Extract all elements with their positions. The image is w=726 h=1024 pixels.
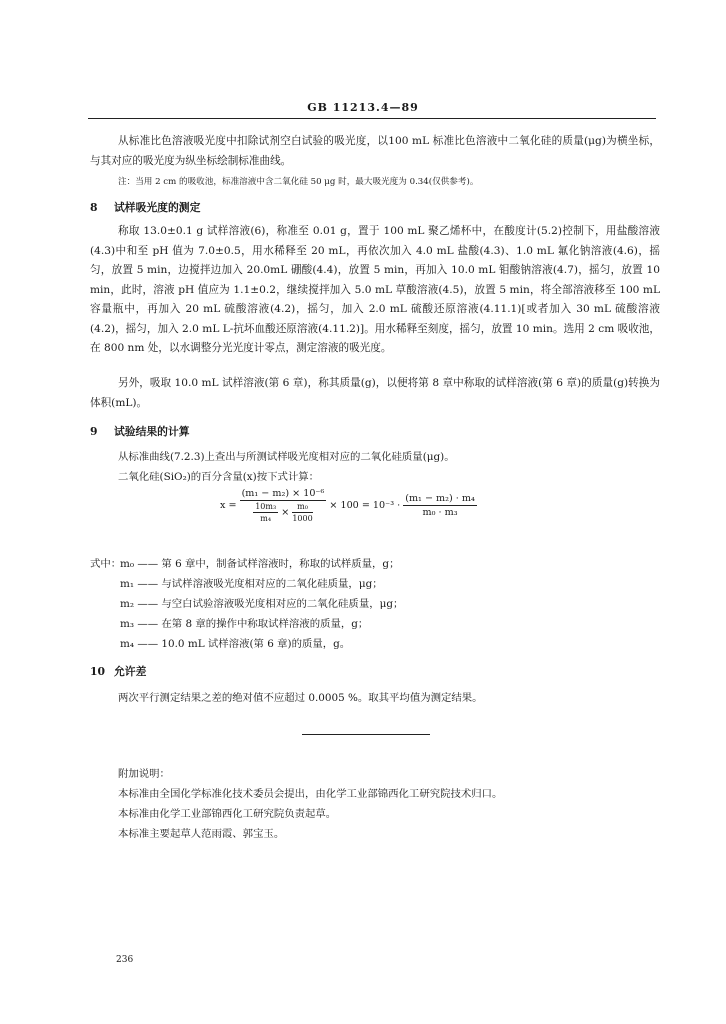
formula [220, 488, 530, 532]
appendix-line-2: 本标准由化学工业部锦西化工研究院负责起草。 [118, 808, 337, 820]
section-8-paragraph-1: 称取 13.0±0.1 g 试样溶液(6)，称准至 0.01 g，置于 100 mL 聚乙烯杯中，在酸度计(5.2)控制下，用盐酸溶液(4.3)中和至 pH 值为 7.0±0.5，用水稀释至 20 mL，再依次加入 4.0 mL 盐酸(4.3)、1.0 mL 氟化钠溶液(4.6)，摇匀，放置 5 min，边搅拌边加入 20.0mL 硼酸(4.4)，放置 5 min，再加入 10.0 mL 钼酸钠溶液(4.7)，摇匀，放置 10 min，此时，溶液 pH 值应为 1.1±0.2，继续搅拌加入 5.0 mL 草酸溶液(4.5)，放置 5 min，将全部溶液移至 100 mL 容量瓶中，再加入 20 mL 硫酸溶液(4.2)，摇匀，加入 2.0 mL 硫酸还原溶液(4.11.1)[或者加入 30 mL 硫酸溶液(4.2)，摇匀，加入 2.0 mL L-抗坏血酸还原溶液(4.11.2)]。用水稀释至刻度，摇匀，放置 10 min。选用 2 cm 吸收池，在 800 nm 处，以水调整分光光度计零点，测定溶液的吸光度。 [90, 225, 660, 354]
section-8-number: 8 [90, 201, 98, 214]
section-10-title: 允许差 [114, 665, 147, 678]
intro-note: 注：当用 2 cm 的吸收池，标准溶液中含二氧化硅 50 μg 时，最大吸光度为 0.34(仅供参考)。 [118, 177, 479, 187]
formula-fraction-2 [403, 493, 477, 518]
section-9-line-2: 二氧化硅(SiO₂)的百分含量(x)按下式计算： [118, 471, 320, 483]
formula-denominator-1 [240, 501, 327, 523]
page-header: GB 11213.4—89 [307, 101, 419, 114]
header-rule [88, 118, 656, 119]
formula-fraction-1 [240, 488, 327, 523]
formula-subfraction-b [292, 502, 312, 523]
var-m2: m₂ —— 与空白试验溶液吸光度相对应的二氧化硅质量，μg； [120, 598, 404, 610]
var-m1: m₁ —— 与试样溶液吸光度相对应的二氧化硅质量，μg； [120, 578, 383, 590]
section-9-line-1: 从标准曲线(7.2.3)上查出与所测试样吸光度相对应的二氧化硅质量(μg)。 [118, 451, 455, 463]
formula-middle: × 100 = 10⁻³ · [329, 500, 401, 511]
page-number: 236 [116, 955, 134, 965]
section-10-paragraph: 两次平行测定结果之差的绝对值不应超过 0.0005 %。取其平均值为测定结果。 [118, 692, 483, 704]
section-10-heading [90, 664, 146, 679]
formula-numerator-2: (m₁ − m₂) · m₄ [405, 493, 475, 504]
intro-paragraph: 从标准比色溶液吸光度中扣除试剂空白试验的吸光度，以100 mL 标准比色溶液中二氧化硅的质量(μg)为横坐标，与其对应的吸光度为纵坐标绘制标准曲线。 [90, 135, 660, 167]
section-9-heading [90, 424, 190, 439]
where-label: 式中： [90, 558, 122, 570]
section-8-paragraph-2: 另外，吸取 10.0 mL 试样溶液(第 6 章)，称其质量(g)，以便将第 8 章中称取的试样溶液(第 6 章)的质量(g)转换为体积(mL)。 [90, 377, 660, 409]
subfraction-a-denominator: m₄ [260, 514, 272, 523]
appendix-line-3: 本标准主要起草人范雨霞、郭宝玉。 [118, 828, 285, 840]
section-10-number: 10 [90, 665, 106, 678]
section-9-title: 试验结果的计算 [114, 425, 190, 438]
formula-denominator-2: m₀ · m₃ [422, 507, 458, 518]
appendix-line-1: 本标准由全国化学标准化技术委员会提出，由化学工业部锦西化工研究院技术归口。 [118, 788, 503, 800]
formula-numerator-1: (m₁ − m₂) × 10⁻⁶ [241, 488, 325, 499]
formula-subfraction-a [253, 502, 278, 523]
section-8-title: 试样吸光度的测定 [114, 201, 201, 214]
subfraction-b-denominator: 1000 [292, 514, 313, 523]
subfraction-a-numerator: 10m₃ [255, 502, 277, 511]
formula-times: × [281, 507, 290, 518]
section-9-number: 9 [90, 425, 98, 438]
section-8-heading [90, 200, 200, 215]
var-m0: m₀ —— 第 6 章中，制备试样溶液时，称取的试样质量，g； [120, 558, 400, 570]
appendix-title: 附加说明： [118, 768, 170, 780]
section-divider [302, 734, 430, 735]
subfraction-b-numerator: m₀ [292, 502, 312, 513]
var-m3: m₃ —— 在第 8 章的操作中称取试样溶液的质量，g； [120, 618, 369, 630]
formula-lhs: x = [220, 500, 237, 511]
var-m4: m₄ —— 10.0 mL 试样溶液(第 6 章)的质量，g。 [120, 638, 351, 650]
